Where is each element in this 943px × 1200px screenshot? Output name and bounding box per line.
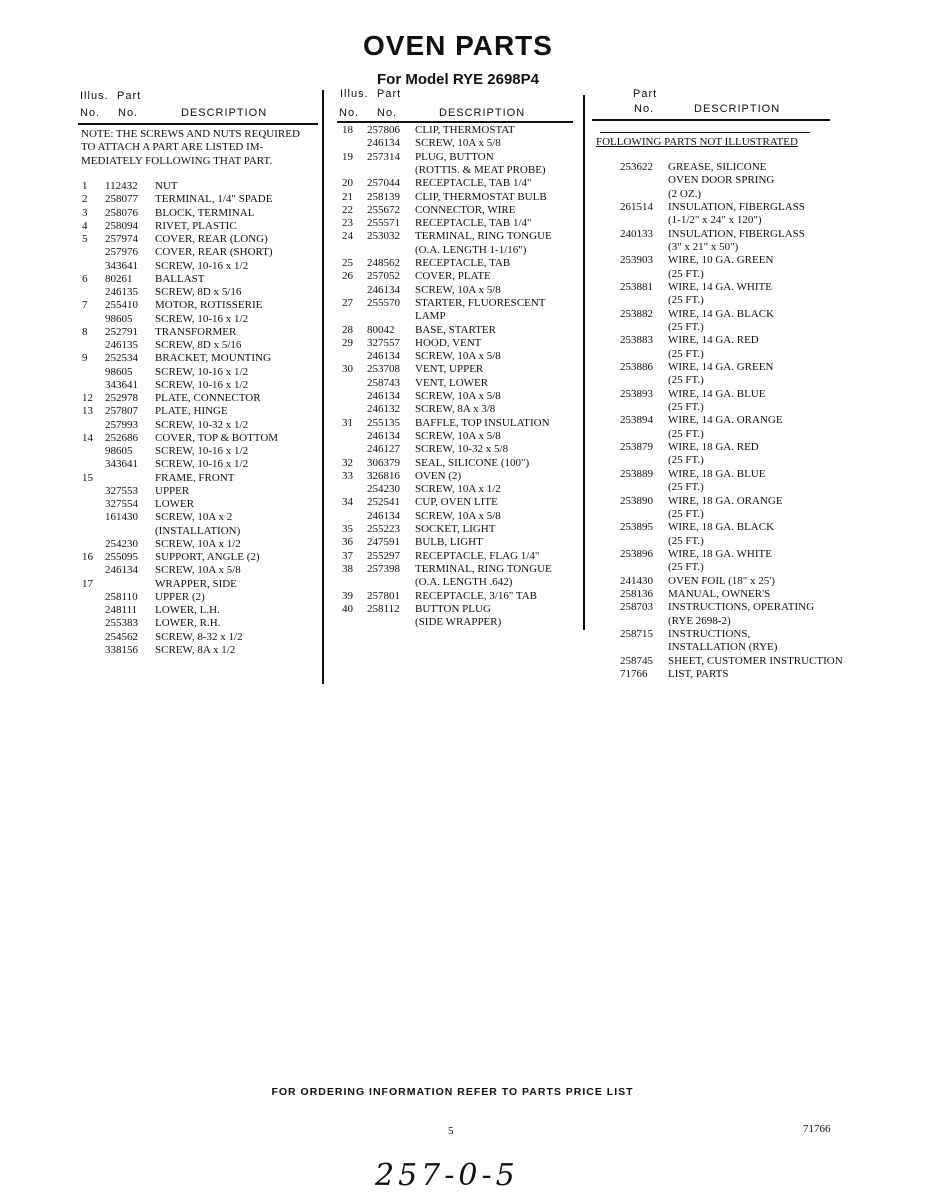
part-number: 343641 bbox=[105, 259, 138, 272]
part-number: 257974 bbox=[105, 233, 138, 245]
description: (25 FT.) bbox=[668, 347, 704, 360]
part-number: 253622 bbox=[620, 161, 653, 173]
column-divider bbox=[583, 95, 585, 630]
illus-number: 3 bbox=[82, 206, 88, 219]
description: SCREW, 10A x 5/8 bbox=[415, 390, 501, 402]
col2-header-no2: No. bbox=[377, 107, 398, 119]
description: CONNECTOR, WIRE bbox=[415, 203, 516, 216]
description: BULB, LIGHT bbox=[415, 536, 483, 549]
part-number: 254230 bbox=[367, 483, 400, 496]
description: WIRE, 18 GA. BLUE bbox=[668, 467, 766, 480]
description: GREASE, SILICONE bbox=[668, 161, 767, 173]
part-number: 246135 bbox=[105, 286, 138, 298]
description: INSULATION, FIBERGLASS bbox=[668, 227, 805, 240]
part-number: 327553 bbox=[105, 484, 138, 497]
description: (25 FT.) bbox=[668, 507, 704, 520]
part-number: 255570 bbox=[367, 296, 400, 309]
part-number: 255223 bbox=[367, 523, 400, 535]
part-number: 253894 bbox=[620, 414, 653, 427]
description: BUTTON PLUG bbox=[415, 602, 491, 615]
note bbox=[81, 128, 300, 168]
part-number: 261514 bbox=[620, 201, 653, 214]
description: (ROTTIS. & MEAT PROBE) bbox=[415, 163, 546, 176]
page-title: OVEN PARTS bbox=[363, 30, 553, 61]
part-number: 253708 bbox=[367, 363, 400, 376]
part-number: 258745 bbox=[620, 654, 653, 667]
col3-header-part: Part bbox=[633, 88, 658, 100]
part-number: 246134 bbox=[367, 429, 400, 442]
illus-number: 33 bbox=[342, 469, 353, 482]
description: SCREW, 10-16 x 1/2 bbox=[155, 312, 249, 325]
description: (O.A. LENGTH 1-1/16") bbox=[415, 243, 527, 256]
col2-header-part: Part bbox=[377, 88, 402, 100]
part-number: 258076 bbox=[105, 206, 138, 219]
description: BLOCK, TERMINAL bbox=[155, 206, 255, 219]
part-number: 161430 bbox=[105, 511, 138, 524]
description: SCREW, 10A x 5/8 bbox=[415, 283, 501, 296]
illus-number: 36 bbox=[342, 536, 353, 549]
description: SCREW, 8A x 1/2 bbox=[155, 643, 236, 656]
part-number: 255571 bbox=[367, 217, 400, 230]
description: SCREW, 10A x 5/8 bbox=[415, 350, 501, 363]
description: COVER, REAR (LONG) bbox=[155, 233, 268, 245]
not-illustrated-heading: FOLLOWING PARTS NOT ILLUSTRATED bbox=[596, 136, 798, 148]
part-number: 257993 bbox=[105, 418, 138, 431]
description: (1-1/2" x 24" x 120") bbox=[668, 214, 762, 227]
description: RECEPTACLE, TAB 1/4" bbox=[415, 217, 532, 230]
description: LOWER, R.H. bbox=[155, 617, 221, 630]
description: CLIP, THERMOSTAT BULB bbox=[415, 190, 547, 203]
description: WIRE, 14 GA. WHITE bbox=[668, 281, 772, 294]
description: (2 OZ.) bbox=[668, 187, 701, 200]
part-number: 252686 bbox=[105, 431, 138, 444]
part-number: 254562 bbox=[105, 630, 138, 643]
description: SCREW, 10A x 5/8 bbox=[155, 564, 241, 577]
part-number: 253890 bbox=[620, 494, 653, 507]
illus-number: 9 bbox=[82, 352, 88, 365]
part-number: 252534 bbox=[105, 352, 138, 365]
description: (3" x 21" x 50") bbox=[668, 241, 739, 254]
part-number: 255135 bbox=[367, 416, 400, 429]
part-number: 246127 bbox=[367, 443, 400, 456]
part-number: 258743 bbox=[367, 376, 400, 389]
description: SUPPORT, ANGLE (2) bbox=[155, 551, 260, 563]
description: INSULATION, FIBERGLASS bbox=[668, 201, 805, 214]
description: SCREW, 10-16 x 1/2 bbox=[155, 445, 249, 457]
description: WIRE, 14 GA. GREEN bbox=[668, 361, 774, 374]
description: INSTALLATION (RYE) bbox=[668, 641, 778, 654]
illus-number: 6 bbox=[82, 272, 88, 285]
note-line: TO ATTACH A PART ARE LISTED IM- bbox=[81, 141, 264, 154]
description: SCREW, 10-32 x 1/2 bbox=[155, 418, 249, 431]
part-number: 257976 bbox=[105, 246, 138, 259]
description: BRACKET, MOUNTING bbox=[155, 352, 271, 365]
description: (INSTALLATION) bbox=[155, 524, 241, 537]
description: RECEPTACLE, FLAG 1/4" bbox=[415, 549, 540, 562]
description: SCREW, 8A x 3/8 bbox=[415, 403, 496, 416]
col1-header-no2: No. bbox=[118, 107, 139, 119]
part-number: 258136 bbox=[620, 587, 653, 600]
col2-header-description: DESCRIPTION bbox=[439, 107, 526, 119]
description: COVER, PLATE bbox=[415, 270, 491, 283]
description: UPPER bbox=[155, 484, 190, 497]
part-number: 252541 bbox=[367, 496, 400, 509]
illus-number: 24 bbox=[342, 230, 353, 243]
description: UPPER (2) bbox=[155, 590, 205, 603]
description: WIRE, 14 GA. ORANGE bbox=[668, 414, 783, 427]
illus-number: 13 bbox=[82, 405, 93, 418]
description: RIVET, PLASTIC bbox=[155, 219, 237, 232]
part-number: 253889 bbox=[620, 467, 653, 480]
description: SHEET, CUSTOMER INSTRUCTION bbox=[668, 654, 843, 667]
part-number: 255095 bbox=[105, 551, 138, 563]
part-number: 253896 bbox=[620, 547, 653, 560]
illus-number: 18 bbox=[342, 124, 353, 136]
col3-header-no: No. bbox=[634, 103, 655, 115]
description: MOTOR, ROTISSERIE bbox=[155, 299, 263, 312]
part-number: 252791 bbox=[105, 325, 138, 338]
description: SCREW, 10A x 1/2 bbox=[155, 537, 241, 550]
part-number: 253903 bbox=[620, 254, 653, 267]
col1-header-no: No. bbox=[80, 107, 101, 119]
illus-number: 37 bbox=[342, 549, 353, 562]
description: OVEN DOOR SPRING bbox=[668, 174, 775, 187]
part-number: 254230 bbox=[105, 537, 138, 550]
part-number: 258077 bbox=[105, 193, 138, 206]
description: (25 FT.) bbox=[668, 267, 704, 280]
part-number: 246134 bbox=[367, 137, 400, 150]
description: RECEPTACLE, TAB bbox=[415, 257, 511, 269]
part-number: 257807 bbox=[105, 405, 138, 418]
description: WIRE, 10 GA. GREEN bbox=[668, 254, 774, 267]
description: RECEPTACLE, 3/16" TAB bbox=[415, 589, 538, 602]
part-number: 258110 bbox=[105, 590, 138, 603]
page-number: 5 bbox=[448, 1125, 454, 1137]
handwritten-note: 257-0-5 bbox=[375, 1158, 519, 1193]
part-number: 247591 bbox=[367, 536, 400, 549]
description: SCREW, 10-16 x 1/2 bbox=[155, 458, 249, 471]
description: TERMINAL, 1/4" SPADE bbox=[155, 193, 273, 206]
description: HOOD, VENT bbox=[415, 336, 482, 349]
illus-number: 35 bbox=[342, 523, 353, 535]
description: SCREW, 8D x 5/16 bbox=[155, 339, 242, 351]
part-number: 98605 bbox=[105, 312, 133, 325]
description: COVER, TOP & BOTTOM bbox=[155, 431, 279, 444]
description: WIRE, 18 GA. WHITE bbox=[668, 547, 772, 560]
col1-header-part: Part bbox=[117, 90, 142, 102]
part-number: 71766 bbox=[620, 667, 648, 680]
part-number: 327554 bbox=[105, 498, 138, 510]
document-number: 71766 bbox=[803, 1123, 831, 1135]
part-number: 258703 bbox=[620, 601, 653, 614]
description: MANUAL, OWNER'S bbox=[668, 587, 771, 600]
description: SOCKET, LIGHT bbox=[415, 523, 496, 535]
col1-header-description: DESCRIPTION bbox=[181, 107, 268, 119]
col2-header-rule bbox=[337, 121, 573, 123]
col3-section-rule bbox=[600, 132, 810, 133]
illus-number: 7 bbox=[82, 299, 88, 312]
description: VENT, LOWER bbox=[415, 376, 489, 389]
part-number: 252978 bbox=[105, 392, 138, 404]
description: (25 FT.) bbox=[668, 534, 704, 547]
col1-header-rule bbox=[78, 123, 318, 125]
illus-number: 12 bbox=[82, 392, 93, 404]
part-number: 246135 bbox=[105, 339, 138, 351]
description: BAFFLE, TOP INSULATION bbox=[415, 416, 550, 429]
description: WIRE, 18 GA. ORANGE bbox=[668, 494, 783, 507]
column-divider bbox=[322, 90, 324, 684]
part-number: 253879 bbox=[620, 441, 653, 454]
illus-number: 28 bbox=[342, 323, 353, 336]
illus-number: 17 bbox=[82, 577, 93, 590]
description: (O.A. LENGTH .642) bbox=[415, 576, 513, 589]
description: PLATE, CONNECTOR bbox=[155, 392, 261, 404]
description: BALLAST bbox=[155, 272, 205, 285]
description: SCREW, 8-32 x 1/2 bbox=[155, 630, 243, 643]
description: PLUG, BUTTON bbox=[415, 150, 494, 163]
part-number: 258112 bbox=[367, 602, 400, 615]
description: (25 FT.) bbox=[668, 321, 704, 334]
part-number: 255297 bbox=[367, 549, 400, 562]
part-number: 257044 bbox=[367, 177, 400, 190]
part-number: 246134 bbox=[105, 564, 138, 577]
part-number: 246132 bbox=[367, 403, 400, 416]
description: INSTRUCTIONS, OPERATING bbox=[668, 601, 815, 614]
illus-number: 22 bbox=[342, 203, 353, 216]
part-number: 112432 bbox=[105, 180, 138, 192]
part-number: 246134 bbox=[367, 390, 400, 402]
illus-number: 4 bbox=[82, 219, 88, 232]
illus-number: 39 bbox=[342, 589, 353, 602]
col1-header-illus: Illus. bbox=[80, 90, 109, 102]
description: SCREW, 10A x 5/8 bbox=[415, 429, 501, 442]
description: STARTER, FLUORESCENT bbox=[415, 296, 546, 309]
illus-number: 15 bbox=[82, 471, 93, 484]
part-number: 246134 bbox=[367, 283, 400, 296]
description: SCREW, 10A x 1/2 bbox=[415, 483, 501, 496]
description: COVER, REAR (SHORT) bbox=[155, 246, 273, 259]
col3-header-description: DESCRIPTION bbox=[694, 103, 781, 115]
illus-number: 5 bbox=[82, 233, 88, 245]
illus-number: 31 bbox=[342, 416, 353, 429]
illus-number: 34 bbox=[342, 496, 353, 509]
description: PLATE, HINGE bbox=[155, 405, 228, 418]
illus-number: 38 bbox=[342, 562, 353, 575]
part-number: 253893 bbox=[620, 387, 653, 400]
description: INSTRUCTIONS, bbox=[668, 627, 751, 640]
part-number: 306379 bbox=[367, 456, 400, 469]
description: TERMINAL, RING TONGUE bbox=[415, 230, 552, 243]
part-number: 253895 bbox=[620, 521, 653, 534]
part-number: 253886 bbox=[620, 361, 653, 374]
part-number: 98605 bbox=[105, 365, 133, 378]
description: WIRE, 18 GA. RED bbox=[668, 441, 759, 454]
illus-number: 8 bbox=[82, 325, 88, 338]
illus-number: 32 bbox=[342, 456, 353, 469]
part-number: 255672 bbox=[367, 203, 400, 216]
illus-number: 40 bbox=[342, 602, 353, 615]
description: WIRE, 14 GA. BLACK bbox=[668, 307, 775, 320]
description: VENT, UPPER bbox=[415, 363, 484, 376]
illus-number: 2 bbox=[82, 193, 88, 206]
description: SCREW, 10-16 x 1/2 bbox=[155, 259, 249, 272]
description: SEAL, SILICONE (100") bbox=[415, 456, 530, 469]
part-number: 253882 bbox=[620, 307, 653, 320]
description: SCREW, 10-16 x 1/2 bbox=[155, 365, 249, 378]
description: WIRE, 14 GA. RED bbox=[668, 334, 759, 347]
description: (25 FT.) bbox=[668, 427, 704, 440]
part-number: 240133 bbox=[620, 227, 653, 240]
part-number: 80042 bbox=[367, 323, 395, 336]
description: (25 FT.) bbox=[668, 454, 704, 467]
description: SCREW, 10A x 5/8 bbox=[415, 509, 501, 522]
part-number: 257806 bbox=[367, 124, 400, 136]
description: OVEN (2) bbox=[415, 469, 462, 482]
description: (SIDE WRAPPER) bbox=[415, 616, 502, 629]
part-number: 258715 bbox=[620, 627, 653, 640]
part-number: 326816 bbox=[367, 469, 400, 482]
part-number: 258094 bbox=[105, 219, 138, 232]
part-number: 246134 bbox=[367, 509, 400, 522]
illus-number: 30 bbox=[342, 363, 353, 376]
illus-number: 27 bbox=[342, 296, 353, 309]
illus-number: 25 bbox=[342, 257, 353, 269]
ordering-footer: FOR ORDERING INFORMATION REFER TO PARTS PRICE LIST bbox=[271, 1086, 634, 1098]
description: LAMP bbox=[415, 310, 446, 323]
note-line: MEDIATELY FOLLOWING THAT PART. bbox=[81, 154, 273, 167]
description: LIST, PARTS bbox=[668, 667, 729, 680]
illus-number: 23 bbox=[342, 217, 353, 230]
description: (25 FT.) bbox=[668, 401, 704, 414]
col3-header-rule bbox=[592, 119, 830, 121]
note-line: NOTE: THE SCREWS AND NUTS REQUIRED bbox=[81, 128, 300, 140]
description: (25 FT.) bbox=[668, 481, 704, 494]
description: WRAPPER, SIDE bbox=[155, 577, 237, 590]
illus-number: 29 bbox=[342, 336, 353, 349]
part-number: 248111 bbox=[105, 604, 138, 616]
description: TRANSFORMER bbox=[155, 325, 237, 338]
description: RECEPTACLE, TAB 1/4" bbox=[415, 177, 532, 190]
description: CLIP, THERMOSTAT bbox=[415, 124, 515, 136]
illus-number: 1 bbox=[82, 180, 88, 192]
description: BASE, STARTER bbox=[415, 323, 496, 336]
col2-header-illus: Illus. bbox=[340, 88, 369, 100]
description: FRAME, FRONT bbox=[155, 471, 235, 484]
description: (25 FT.) bbox=[668, 561, 704, 574]
description: SCREW, 10A x 5/8 bbox=[415, 137, 501, 150]
part-number: 241430 bbox=[620, 574, 653, 587]
part-number: 248562 bbox=[367, 257, 400, 269]
description: LOWER, L.H. bbox=[155, 604, 220, 616]
part-number: 338156 bbox=[105, 643, 138, 656]
part-number: 258139 bbox=[367, 190, 400, 203]
part-number: 257398 bbox=[367, 562, 400, 575]
description: WIRE, 18 GA. BLACK bbox=[668, 521, 775, 534]
part-number: 255410 bbox=[105, 299, 138, 312]
description: SCREW, 10-16 x 1/2 bbox=[155, 378, 249, 391]
illus-number: 19 bbox=[342, 150, 353, 163]
illus-number: 21 bbox=[342, 190, 353, 203]
part-number: 257314 bbox=[367, 150, 400, 163]
illus-number: 20 bbox=[342, 177, 353, 190]
part-number: 257801 bbox=[367, 589, 400, 602]
part-number: 253881 bbox=[620, 281, 653, 294]
part-number: 253883 bbox=[620, 334, 653, 347]
description: (25 FT.) bbox=[668, 374, 704, 387]
part-number: 255383 bbox=[105, 617, 138, 630]
description: (RYE 2698-2) bbox=[668, 614, 731, 627]
illus-number: 14 bbox=[82, 431, 93, 444]
model-subtitle: For Model RYE 2698P4 bbox=[377, 71, 539, 88]
description: LOWER bbox=[155, 498, 195, 510]
part-number: 246134 bbox=[367, 350, 400, 363]
description: NUT bbox=[155, 180, 178, 192]
col2-header-no: No. bbox=[339, 107, 360, 119]
description: OVEN FOIL (18" x 25') bbox=[668, 574, 775, 587]
part-number: 80261 bbox=[105, 272, 133, 285]
description: WIRE, 14 GA. BLUE bbox=[668, 387, 766, 400]
illus-number: 26 bbox=[342, 270, 353, 283]
description: SCREW, 10A x 2 bbox=[155, 511, 233, 524]
illus-number: 16 bbox=[82, 551, 93, 563]
part-number: 253032 bbox=[367, 230, 400, 243]
description: SCREW, 10-32 x 5/8 bbox=[415, 443, 509, 456]
part-number: 343641 bbox=[105, 378, 138, 391]
description: (25 FT.) bbox=[668, 294, 704, 307]
description: TERMINAL, RING TONGUE bbox=[415, 562, 552, 575]
description: SCREW, 8D x 5/16 bbox=[155, 286, 242, 298]
description: CUP, OVEN LITE bbox=[415, 496, 498, 509]
part-number: 257052 bbox=[367, 270, 400, 283]
part-number: 98605 bbox=[105, 445, 133, 457]
part-number: 343641 bbox=[105, 458, 138, 471]
part-number: 327557 bbox=[367, 336, 400, 349]
